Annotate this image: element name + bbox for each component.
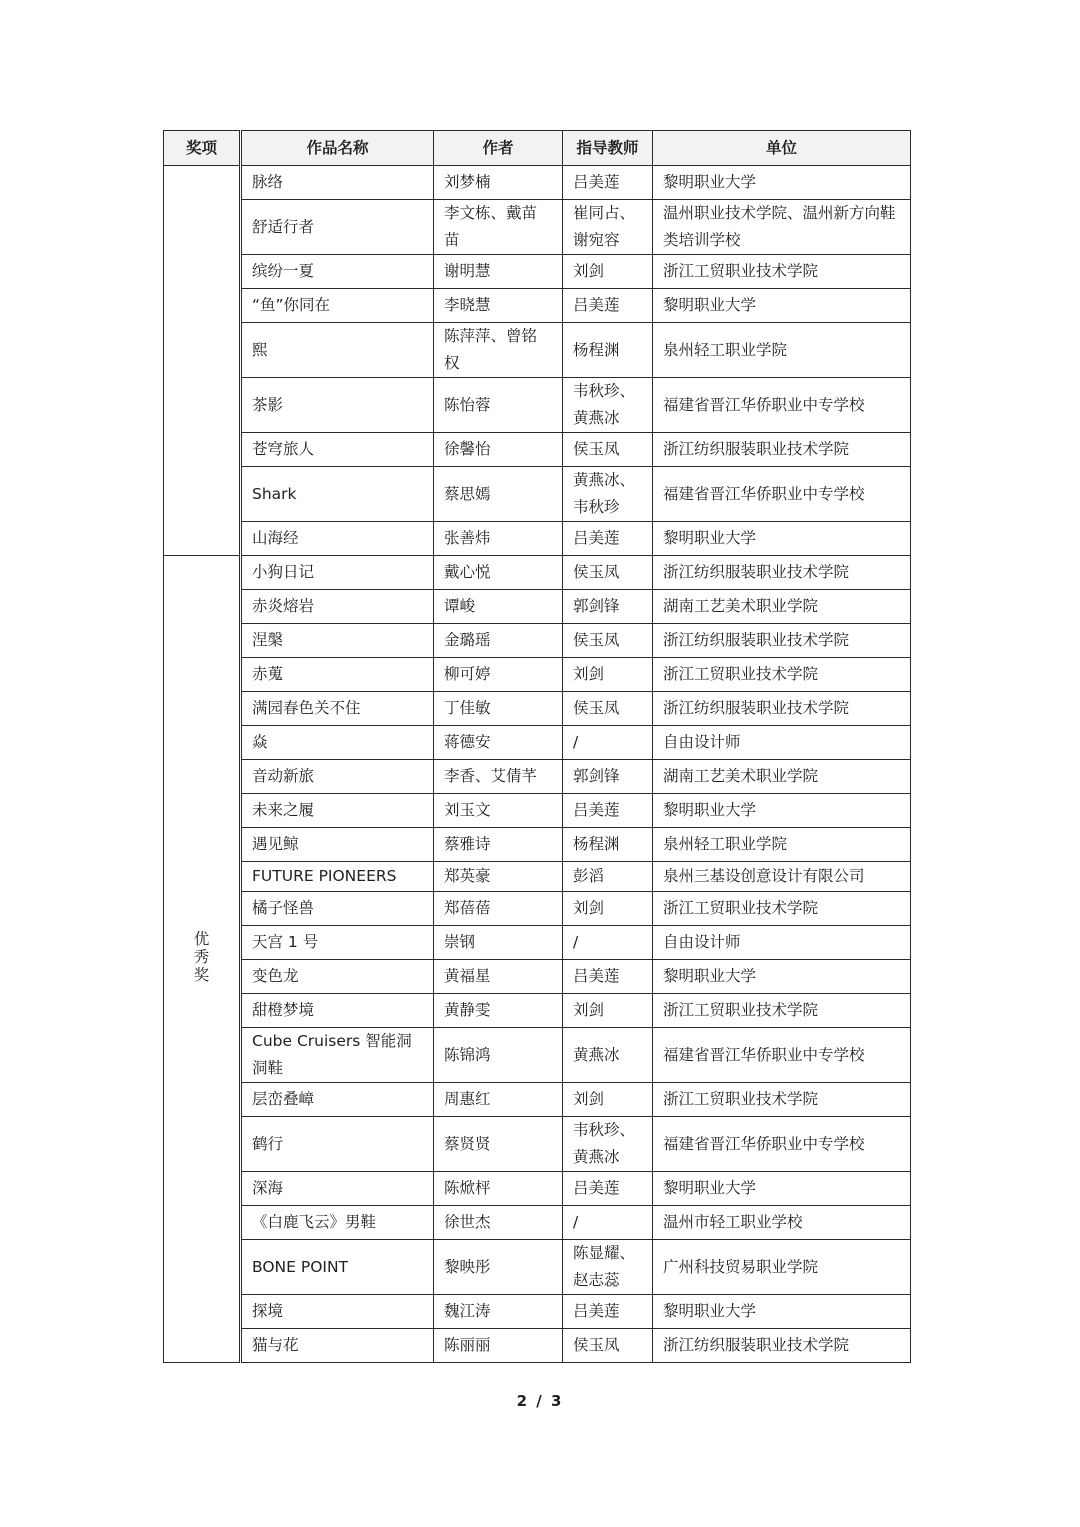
work-cell: 《白鹿飞云》男鞋: [241, 1206, 434, 1240]
table-row: [164, 892, 911, 926]
table-row: [164, 378, 911, 433]
teacher-cell: 吕美莲: [563, 166, 653, 200]
author-cell: 徐馨怡: [434, 433, 563, 467]
award-group-cell: [164, 556, 241, 1363]
author-cell: 刘玉文: [434, 794, 563, 828]
author-cell: 金璐瑶: [434, 624, 563, 658]
work-cell: 鹤行: [241, 1117, 434, 1172]
teacher-cell: 刘剑: [563, 658, 653, 692]
work-cell: 层峦叠嶂: [241, 1083, 434, 1117]
author-cell: 刘梦楠: [434, 166, 563, 200]
teacher-cell: 吕美莲: [563, 1172, 653, 1206]
unit-cell: 广州科技贸易职业学院: [653, 1240, 911, 1295]
teacher-cell: 郭剑锋: [563, 760, 653, 794]
author-cell: 蔡思嫣: [434, 467, 563, 522]
table-row: [164, 692, 911, 726]
work-cell: 满园春色关不住: [241, 692, 434, 726]
work-cell: 焱: [241, 726, 434, 760]
table-row: [164, 1172, 911, 1206]
unit-cell: 浙江纺织服装职业技术学院: [653, 556, 911, 590]
unit-cell: 福建省晋江华侨职业中专学校: [653, 1028, 911, 1083]
work-cell: 音动新旅: [241, 760, 434, 794]
unit-cell: 黎明职业大学: [653, 960, 911, 994]
work-cell: 脉络: [241, 166, 434, 200]
teacher-cell: 侯玉凤: [563, 692, 653, 726]
table-row: [164, 323, 911, 378]
table-row: [164, 994, 911, 1028]
unit-cell: 浙江工贸职业技术学院: [653, 1083, 911, 1117]
teacher-cell: 崔同占、谢宛容: [563, 200, 653, 255]
teacher-cell: 刘剑: [563, 892, 653, 926]
author-cell: 李文栋、戴苗苗: [434, 200, 563, 255]
teacher-cell: 郭剑锋: [563, 590, 653, 624]
table-row: [164, 726, 911, 760]
work-cell: 茶影: [241, 378, 434, 433]
author-cell: 陈焮枰: [434, 1172, 563, 1206]
author-cell: 蔡雅诗: [434, 828, 563, 862]
teacher-cell: /: [563, 926, 653, 960]
table-row: [164, 166, 911, 200]
unit-cell: 福建省晋江华侨职业中专学校: [653, 1117, 911, 1172]
work-cell: 赤蒐: [241, 658, 434, 692]
teacher-cell: 杨程渊: [563, 323, 653, 378]
header-award: 奖项: [164, 131, 241, 166]
unit-cell: 浙江纺织服装职业技术学院: [653, 624, 911, 658]
table-row: [164, 1295, 911, 1329]
author-cell: 丁佳敏: [434, 692, 563, 726]
table-row: [164, 467, 911, 522]
work-cell: Cube Cruisers 智能洞洞鞋: [241, 1028, 434, 1083]
teacher-cell: 侯玉凤: [563, 556, 653, 590]
author-cell: 陈萍萍、曾铭权: [434, 323, 563, 378]
author-cell: 谢明慧: [434, 255, 563, 289]
author-cell: 谭峻: [434, 590, 563, 624]
work-cell: 山海经: [241, 522, 434, 556]
award-group-label: 优秀奖: [193, 929, 210, 984]
author-cell: 郑英豪: [434, 862, 563, 892]
unit-cell: 黎明职业大学: [653, 166, 911, 200]
unit-cell: 温州职业技术学院、温州新方向鞋类培训学校: [653, 200, 911, 255]
work-cell: FUTURE PIONEERS: [241, 862, 434, 892]
work-cell: 小狗日记: [241, 556, 434, 590]
unit-cell: 黎明职业大学: [653, 794, 911, 828]
author-cell: 柳可婷: [434, 658, 563, 692]
table-row: [164, 828, 911, 862]
table-row: [164, 862, 911, 892]
unit-cell: 黎明职业大学: [653, 522, 911, 556]
author-cell: 李晓慧: [434, 289, 563, 323]
table-row: [164, 794, 911, 828]
header-work: 作品名称: [241, 131, 434, 166]
unit-cell: 自由设计师: [653, 726, 911, 760]
table-row: [164, 1028, 911, 1083]
work-cell: 橘子怪兽: [241, 892, 434, 926]
unit-cell: 泉州轻工职业学院: [653, 323, 911, 378]
table-row: [164, 556, 911, 590]
teacher-cell: 吕美莲: [563, 289, 653, 323]
work-cell: 遇见鲸: [241, 828, 434, 862]
table-row: [164, 590, 911, 624]
table-row: [164, 522, 911, 556]
work-cell: 赤炎熔岩: [241, 590, 434, 624]
teacher-cell: 刘剑: [563, 1083, 653, 1117]
work-cell: 涅槃: [241, 624, 434, 658]
author-cell: 黎映彤: [434, 1240, 563, 1295]
teacher-cell: 吕美莲: [563, 522, 653, 556]
work-cell: “鱼”你同在: [241, 289, 434, 323]
author-cell: 周惠红: [434, 1083, 563, 1117]
unit-cell: 温州市轻工职业学校: [653, 1206, 911, 1240]
unit-cell: 福建省晋江华侨职业中专学校: [653, 467, 911, 522]
teacher-cell: 黄燕冰、韦秋珍: [563, 467, 653, 522]
author-cell: 黄静雯: [434, 994, 563, 1028]
teacher-cell: 侯玉凤: [563, 624, 653, 658]
teacher-cell: 吕美莲: [563, 1295, 653, 1329]
teacher-cell: /: [563, 1206, 653, 1240]
unit-cell: 浙江纺织服装职业技术学院: [653, 433, 911, 467]
author-cell: 蒋德安: [434, 726, 563, 760]
work-cell: 猫与花: [241, 1329, 434, 1363]
teacher-cell: 侯玉凤: [563, 1329, 653, 1363]
table-row: [164, 760, 911, 794]
work-cell: 熙: [241, 323, 434, 378]
table-row: [164, 289, 911, 323]
table-row: [164, 1240, 911, 1295]
teacher-cell: 吕美莲: [563, 960, 653, 994]
unit-cell: 自由设计师: [653, 926, 911, 960]
teacher-cell: 吕美莲: [563, 794, 653, 828]
author-cell: 陈锦鸿: [434, 1028, 563, 1083]
unit-cell: 黎明职业大学: [653, 1295, 911, 1329]
teacher-cell: 韦秋珍、黄燕冰: [563, 1117, 653, 1172]
awards-table: [163, 130, 911, 1363]
table-row: [164, 658, 911, 692]
unit-cell: 浙江工贸职业技术学院: [653, 994, 911, 1028]
author-cell: 陈丽丽: [434, 1329, 563, 1363]
teacher-cell: 黄燕冰: [563, 1028, 653, 1083]
unit-cell: 浙江工贸职业技术学院: [653, 892, 911, 926]
author-cell: 徐世杰: [434, 1206, 563, 1240]
work-cell: 苍穹旅人: [241, 433, 434, 467]
teacher-cell: 杨程渊: [563, 828, 653, 862]
author-cell: 崇钢: [434, 926, 563, 960]
awards-body: [164, 166, 911, 1363]
teacher-cell: 陈显耀、赵志蕊: [563, 1240, 653, 1295]
table-row: [164, 433, 911, 467]
table-row: [164, 1206, 911, 1240]
unit-cell: 湖南工艺美术职业学院: [653, 760, 911, 794]
author-cell: 陈怡蓉: [434, 378, 563, 433]
header-teacher: 指导教师: [563, 131, 653, 166]
header-author: 作者: [434, 131, 563, 166]
author-cell: 黄福星: [434, 960, 563, 994]
author-cell: 李香、艾倩芊: [434, 760, 563, 794]
table-row: [164, 1117, 911, 1172]
work-cell: 变色龙: [241, 960, 434, 994]
table-row: [164, 1329, 911, 1363]
author-cell: 魏江涛: [434, 1295, 563, 1329]
teacher-cell: 侯玉凤: [563, 433, 653, 467]
unit-cell: 黎明职业大学: [653, 289, 911, 323]
unit-cell: 浙江工贸职业技术学院: [653, 658, 911, 692]
header-row: [164, 131, 911, 166]
work-cell: 舒适行者: [241, 200, 434, 255]
teacher-cell: /: [563, 726, 653, 760]
teacher-cell: 刘剑: [563, 255, 653, 289]
work-cell: 深海: [241, 1172, 434, 1206]
unit-cell: 浙江纺织服装职业技术学院: [653, 692, 911, 726]
author-cell: 蔡贤贤: [434, 1117, 563, 1172]
work-cell: 缤纷一夏: [241, 255, 434, 289]
page-number: 2 / 3: [516, 1392, 564, 1410]
table-row: [164, 960, 911, 994]
unit-cell: 黎明职业大学: [653, 1172, 911, 1206]
unit-cell: 浙江工贸职业技术学院: [653, 255, 911, 289]
unit-cell: 福建省晋江华侨职业中专学校: [653, 378, 911, 433]
header-unit: 单位: [653, 131, 911, 166]
unit-cell: 泉州轻工职业学院: [653, 828, 911, 862]
work-cell: Shark: [241, 467, 434, 522]
teacher-cell: 韦秋珍、黄燕冰: [563, 378, 653, 433]
table-row: [164, 926, 911, 960]
work-cell: 天宫 1 号: [241, 926, 434, 960]
author-cell: 戴心悦: [434, 556, 563, 590]
work-cell: 未来之履: [241, 794, 434, 828]
teacher-cell: 刘剑: [563, 994, 653, 1028]
teacher-cell: 彭滔: [563, 862, 653, 892]
table-row: [164, 624, 911, 658]
table-row: [164, 200, 911, 255]
work-cell: BONE POINT: [241, 1240, 434, 1295]
unit-cell: 浙江纺织服装职业技术学院: [653, 1329, 911, 1363]
table-row: [164, 255, 911, 289]
award-group-cell: [164, 166, 241, 556]
table-row: [164, 1083, 911, 1117]
unit-cell: 泉州三基设创意设计有限公司: [653, 862, 911, 892]
work-cell: 探境: [241, 1295, 434, 1329]
author-cell: 张善炜: [434, 522, 563, 556]
author-cell: 郑蓓蓓: [434, 892, 563, 926]
work-cell: 甜橙梦境: [241, 994, 434, 1028]
unit-cell: 湖南工艺美术职业学院: [653, 590, 911, 624]
